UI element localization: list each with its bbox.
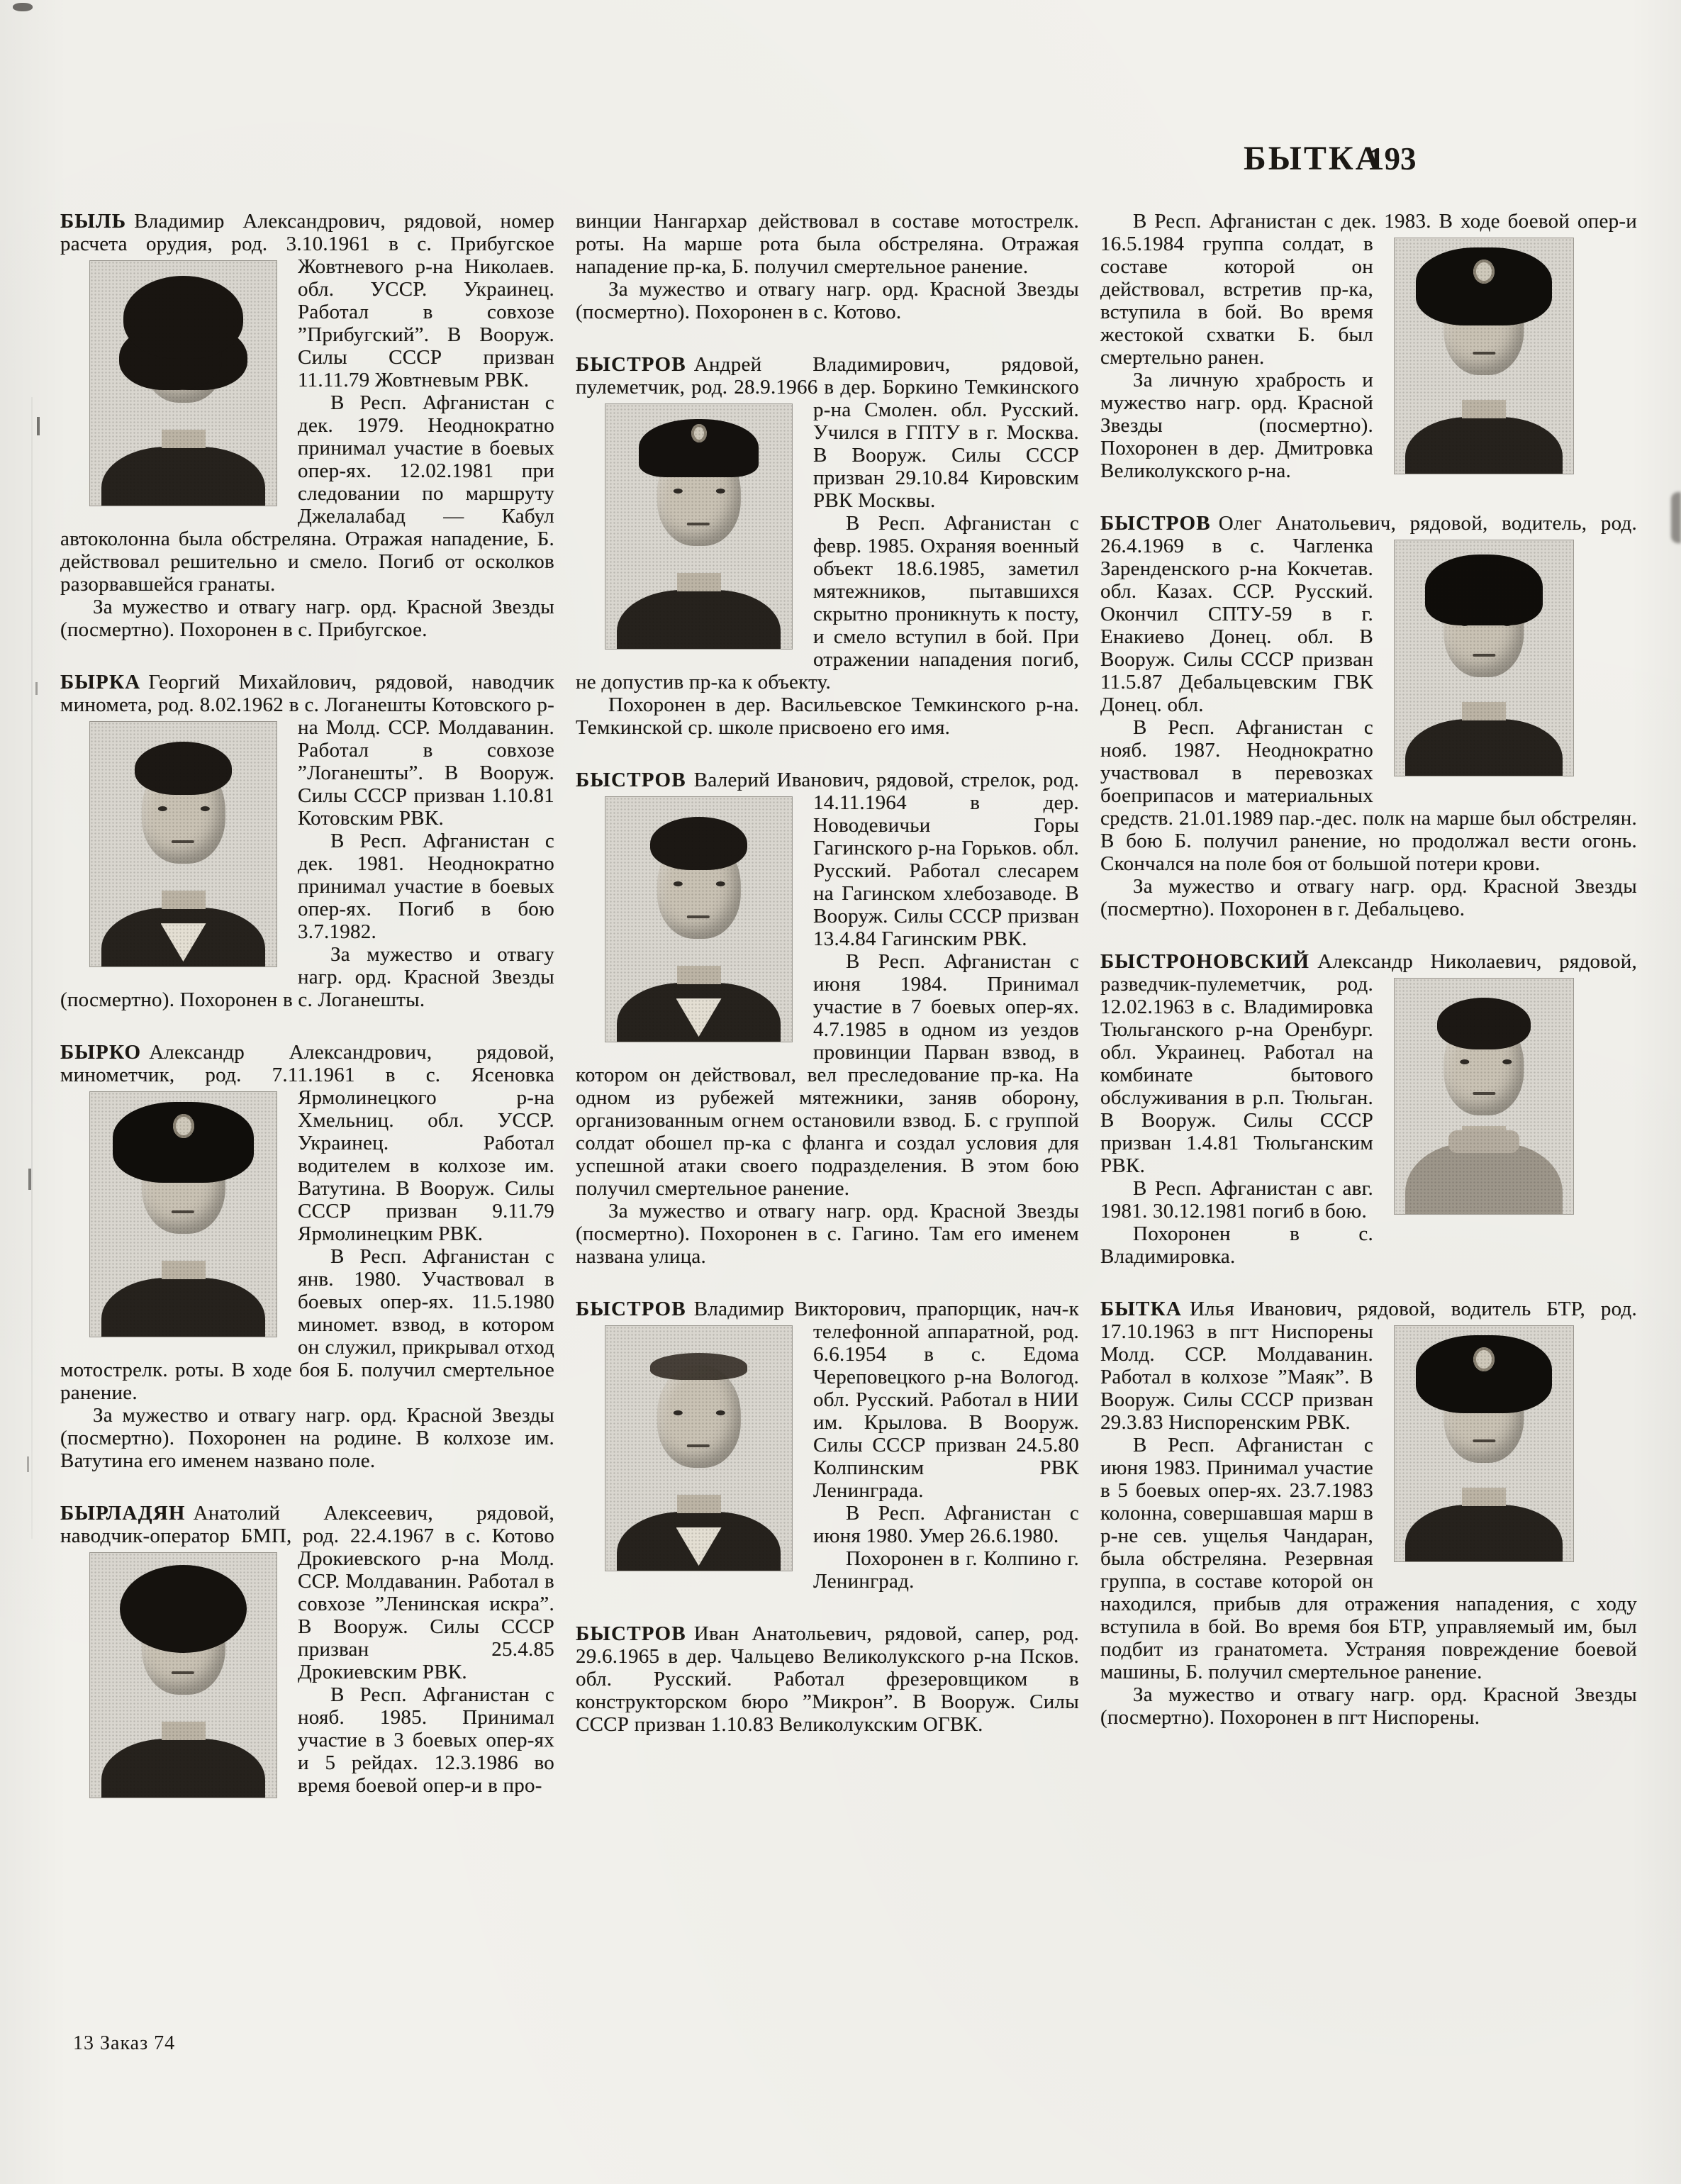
scan-artifact — [28, 1169, 31, 1190]
entry-paragraph: За мужество и отвагу нагр. орд. Красной Звезды (посмертно). Похоронен в пгт Ниспорены. — [1100, 1683, 1637, 1729]
portrait-photo — [1395, 238, 1573, 474]
photo-halftone-texture — [90, 261, 277, 506]
entry-beside-text: в с. Прибугское Жовтневого р-на Николаев. обл. УССР. Украинец. Работал в совхозе ”Прибугский”. В Вооруж. Силы СССР призван 11.11.79 Жовтневым РВК. — [298, 233, 555, 391]
entry-first-paragraph — [576, 353, 1079, 512]
entry-beside-text: Молд. ССР. Молдаванин. Работал в колхозе ”Маяк”. В Вооруж. Силы СССР призван 29.3.83 Ниспоренским РВК. — [1100, 1343, 1373, 1434]
entry-beside-text: Боркино Темкинского р-на Смолен. обл. Русский. Учился в ГПТУ в г. Москва. В Вооруж. Силы СССР призван 29.10.84 Кировским РВК Москвы. — [813, 376, 1080, 512]
photo-halftone-texture — [1395, 238, 1573, 474]
entry-lead-text: Олег Анатольевич, рядовой, водитель, род. 26.4.1969 в с. Чагленка — [1100, 512, 1637, 557]
running-head-title: БЫТКА — [1244, 140, 1383, 177]
entry-beside-text: боевой опер-и 16.5.1984 группа солдат, в составе которой он действовал, встретив пр-ка, вступила в бой. Во время жестокой схватки Б. был смертельно ранен. — [1100, 210, 1638, 369]
entry-paragraph: Похоронен в с. Владимировка. — [1100, 1222, 1373, 1268]
entry-paragraph: В Респ. Афганистан с дек. 1979. Неоднократно принимал участие в боевых опер-ях. 12.02.1981 при следовании по маршруту Джелалабад — Кабул автоколонна была обстреляна. Отражая нападение, Б. действовал решительно и смело. Погиб от осколков разорвавшейся гранаты. — [60, 391, 554, 596]
photo-halftone-texture — [1395, 1326, 1573, 1561]
entry-paragraph: За мужество и отвагу нагр. орд. Красной Звезды (посмертно). Похоронен в с. Гагино. Там его именем названа улица. — [576, 1200, 1079, 1268]
entry-paragraph: В Респ. Афганистан с февр. 1985. Охраняя военный объект 18.6.1985, заметил мятежников, пытавшихся скрытно проникнуть к посту, и смело вступил в бой. При отражении нападения погиб, не допустив пр-ка к объекту. — [576, 512, 1079, 693]
entry-paragraph: В Респ. Афганистан с дек. 1981. Неоднократно принимал участие в боевых опер-ях. Погиб в бою 3.7.1982. — [298, 830, 554, 943]
entry-lead-text: Александр Александрович, рядовой, минометчик, род. 7.11.1961 в с. — [60, 1041, 554, 1086]
entry-first-paragraph — [60, 1041, 554, 1245]
entry-paragraph: В Респ. Афганистан с июня 1980. Умер 26.6.1980. — [813, 1502, 1079, 1547]
entry-paragraph: В Респ. Афганистан с нояб. 1985. Принимал участие в 3 боевых опер-ях и 5 рейдах. 12.3.1986 во время боевой опер-и в про- — [298, 1683, 554, 1797]
portrait-photo — [90, 1092, 277, 1337]
entry-surname: БЫСТРОВ — [576, 1622, 686, 1645]
column-right — [1100, 210, 1637, 1729]
entry-surname: БЫСТРОВ — [1100, 512, 1211, 535]
entry-surname: БЫРЛАДЯН — [60, 1502, 186, 1525]
entry-paragraph: За мужество и отвагу нагр. орд. Красной Звезды (посмертно). Похоронен в с. Прибугское. — [60, 596, 554, 641]
column-left — [60, 210, 554, 1807]
entry-beside-text: Новодевичьи Горы Гагинского р-на Горьков. обл. Русский. Работал слесарем на Гагинском хлебозаводе. В Вооруж. Силы СССР призван 13.4.84 Гагинским РВК. — [813, 814, 1079, 950]
scan-fold-line — [31, 397, 33, 1539]
entry-lead-text: В Респ. Афганистан с дек. 1983. В ходе — [1133, 210, 1500, 233]
entry-first-paragraph — [576, 1622, 1079, 1736]
entry-surname: БЫСТРОВ — [576, 1298, 686, 1320]
entry-first-paragraph — [1100, 950, 1637, 1177]
entry-first-paragraph — [60, 1502, 554, 1683]
entry-bytka — [1100, 1298, 1637, 1729]
scan-artifact — [35, 682, 38, 695]
entry-surname: БЫЛЬ — [60, 210, 127, 233]
entry-paragraph: За мужество и отвагу нагр. орд. Красной Звезды (посмертно). Похоронен в с. Логанешты. — [60, 943, 554, 1011]
column-middle — [576, 210, 1079, 1736]
photo-halftone-texture — [1395, 540, 1573, 776]
print-order-imprint: 13 Заказ 74 — [73, 2032, 176, 2054]
portrait-photo — [90, 1553, 277, 1798]
page-number: 193 — [1368, 141, 1417, 177]
entry-lead-text: Анатолий Алексеевич, рядовой, наводчик-оператор БМП, род. — [60, 1502, 554, 1547]
entry-byrladyan-continuation — [576, 210, 1079, 323]
photo-halftone-texture — [90, 1553, 277, 1798]
portrait-photo — [605, 797, 792, 1042]
continuation-paragraph: винции Нангархар действовал в составе мотострелк. роты. На марше рота была обстреляна. Отражая нападение пр-ка, Б. получил смертельное ранение. — [576, 210, 1079, 278]
entry-surname: БЫРКА — [60, 671, 141, 693]
entry-lead-text: Иван Анатольевич, рядовой, сапер, род. 29.6.1965 в дер. Чальцево Великолукского р-на Псков. обл. Русский. Работал фрезеровщиком в конструкторском бюро ”Микрон”. В Вооруж. Силы СССР призван 1.10.83 Великолукским ОГВК. — [576, 1622, 1079, 1736]
entry-lead-text: Александр Николаевич, рядовой, разведчик-пулеметчик, род. — [1100, 950, 1637, 996]
photo-halftone-texture — [90, 722, 277, 966]
entry-lead-text: Илья Иванович, рядовой, водитель БТР, род. 17.10.1963 в пгт Ниспорены — [1100, 1298, 1637, 1343]
entry-first-paragraph — [576, 769, 1079, 950]
entry-surname: БЫРКО — [60, 1041, 142, 1064]
entry-byl — [60, 210, 554, 641]
entry-beside-text: 12.02.1963 в с. Владимировка Тюльганского р-на Оренбург. обл. Украинец. Работал на комбинате бытового обслуживания в р.п. Тюльган. В Вооруж. Силы СССР призван 1.4.81 Тюльганским РВК. — [1100, 996, 1373, 1177]
entry-byrka — [60, 671, 554, 1011]
scan-artifact — [13, 3, 33, 11]
portrait-photo — [1395, 979, 1573, 1214]
entry-bystronovskiy — [1100, 950, 1637, 1268]
scan-artifact — [27, 1456, 29, 1472]
continuation-paragraph — [1100, 210, 1637, 369]
entry-paragraph: Похоронен в г. Колпино г. Ленинград. — [813, 1547, 1079, 1593]
portrait-photo — [90, 722, 277, 966]
photo-halftone-texture — [605, 797, 792, 1042]
entry-first-paragraph — [60, 210, 554, 391]
entry-lead-text: Георгий Михайлович, рядовой, наводчик миномета, род. 8.02.1962 в с. — [60, 671, 554, 716]
portrait-photo — [605, 1326, 792, 1571]
entry-surname: БЫСТРОВ — [576, 769, 686, 791]
entry-paragraph: В Респ. Афганистан с июня 1984. Принимал участие в 7 боевых опер-ях. 4.7.1985 в одном из уездов провинции Парван взвод, в котором он действовал, вел преследование пр-ка. На одном из рубежей мятежники, заняв оборону, организованным огнем остановили взвод. Б. с группой солдат обошел пр-ка с фланга и создал условия для успешной атаки своего подразделения. В этом бою получил смертельное ранение. — [576, 950, 1079, 1200]
portrait-photo — [1395, 540, 1573, 776]
entry-beside-text: Ясеновка Ярмолинецкого р-на Хмельниц. обл. УССР. Украинец. Работал водителем в колхозе им. Ватутина. В Вооруж. Силы СССР призван 9.11.79 Ярмолинецким РВК. — [298, 1064, 554, 1245]
entry-byrladyan — [60, 1502, 554, 1797]
entry-paragraph: В Респ. Афганистан с июня 1983. Принимал участие в 5 боевых опер-ях. 23.7.1983 колонна, совершавшая марш в р-не сев. ущелья Чандаран, была обстреляна. Резервная группа, в составе которой он находился, прибыв для отражения нападения, с ходу вступила в бой. Во время боя БТР, управляемый им, был подбит из гранатомета. Устраняя повреждение боевой машины, Б. получил смертельное ранение. — [1100, 1434, 1637, 1683]
portrait-photo — [1395, 1326, 1573, 1561]
entry-paragraph: За мужество и отвагу нагр. орд. Красной Звезды (посмертно). Похоронен на родине. В колхозе им. Ватутина его именем названо поле. — [60, 1404, 554, 1472]
entry-lead-text: Андрей Владимирович, рядовой, пулеметчик, род. 28.9.1966 в дер. — [576, 353, 1079, 399]
entry-paragraph: За личную храбрость и мужество нагр. орд. Красной Звезды (посмертно). Похоронен в дер. Дмитровка Великолукского р-на. — [1100, 369, 1373, 482]
entry-paragraph: В Респ. Афганистан с янв. 1980. Участвовал в боевых опер-ях. 11.5.1980 миномет. взвод, в котором он служил, прикрывал отход мотострелк. роты. В ходе боя Б. получил смертельное ранение. — [60, 1245, 554, 1404]
entry-surname: БЫСТРОВ — [576, 353, 686, 376]
entry-paragraph: За мужество и отвагу нагр. орд. Красной Звезды (посмертно). Похоронен в с. Котово. — [576, 278, 1079, 323]
photo-halftone-texture — [90, 1092, 277, 1337]
entry-lead-text: Валерий Иванович, рядовой, стрелок, род. 14.11.1964 в дер. — [693, 769, 1079, 814]
entry-beside-text: Логанешты Котовского р-на Молд. ССР. Молдаванин. Работал в совхозе ”Логанешты”. В Вооруж. Силы СССР призван 1.10.81 Котовским РВК. — [298, 693, 554, 830]
entry-first-paragraph — [576, 1298, 1079, 1502]
entry-beside-text: Заренденского р-на Кокчетав. обл. Казах. ССР. Русский. Окончил СПТУ-59 в г. Енакиево Донец. обл. В Вооруж. Силы СССР призван 11.5.87 Дебальцевским ГВК Донец. обл. — [1100, 557, 1373, 716]
entry-paragraph: В Респ. Афганистан с авг. 1981. 30.12.1981 погиб в бою. — [1100, 1177, 1373, 1222]
entry-paragraph: В Респ. Афганистан с нояб. 1987. Неоднократно участвовал в перевозках боеприпасов и материальных средств. 21.01.1989 пар.-дес. полк на марше был обстрелян. В бою Б. получил ранение, но продолжал вести огонь. Скончался на поле боя от большой потери крови. — [1100, 716, 1637, 875]
entry-bystrov-oleg — [1100, 512, 1637, 920]
entry-first-paragraph — [60, 671, 554, 830]
entry-first-paragraph — [1100, 512, 1637, 716]
entry-surname: БЫСТРОНОВСКИЙ — [1100, 950, 1310, 973]
portrait-photo — [605, 404, 792, 649]
entry-first-paragraph — [1100, 1298, 1637, 1434]
photo-halftone-texture — [605, 1326, 792, 1571]
entry-paragraph: Похоронен в дер. Васильевское Темкинского р-на. Темкинской ср. школе присвоено его имя. — [576, 693, 1079, 739]
photo-halftone-texture — [605, 404, 792, 649]
entry-lead-text: Владимир Викторович, прапорщик, нач-к телефонной аппаратной, род. — [693, 1298, 1079, 1343]
entry-lead-text: Владимир Александрович, рядовой, номер расчета орудия, род. 3.10.1961 — [60, 210, 554, 255]
entry-bystrov-valeriy — [576, 769, 1079, 1268]
entry-beside-text: 22.4.1967 в с. Котово Дрокиевского р-на Молд. ССР. Молдаванин. Работал в совхозе ”Ленинская искра”. В Вооруж. Силы СССР призван 25.4.85 Дрокиевским РВК. — [298, 1525, 554, 1683]
entry-bystrov-ivan-continuation — [1100, 210, 1637, 482]
entry-paragraph: За мужество и отвагу нагр. орд. Красной Звезды (посмертно). Похоронен в г. Дебальцево. — [1100, 875, 1637, 920]
entry-beside-text: 6.6.1954 в с. Едома Череповецкого р-на Вологод. обл. Русский. Работал в НИИ им. Крылова. В Вооруж. Силы СССР призван 24.5.80 Колпинским РВК Ленинграда. — [813, 1343, 1079, 1502]
scan-artifact — [1671, 492, 1681, 543]
entry-surname: БЫТКА — [1100, 1298, 1182, 1320]
entry-byrko — [60, 1041, 554, 1472]
photo-halftone-texture — [1395, 979, 1573, 1214]
entry-bystrov-ivan — [576, 1622, 1079, 1736]
entry-bystrov-andrey — [576, 353, 1079, 739]
portrait-photo — [90, 261, 277, 506]
entry-bystrov-vladimir — [576, 1298, 1079, 1593]
scan-artifact — [37, 417, 40, 435]
